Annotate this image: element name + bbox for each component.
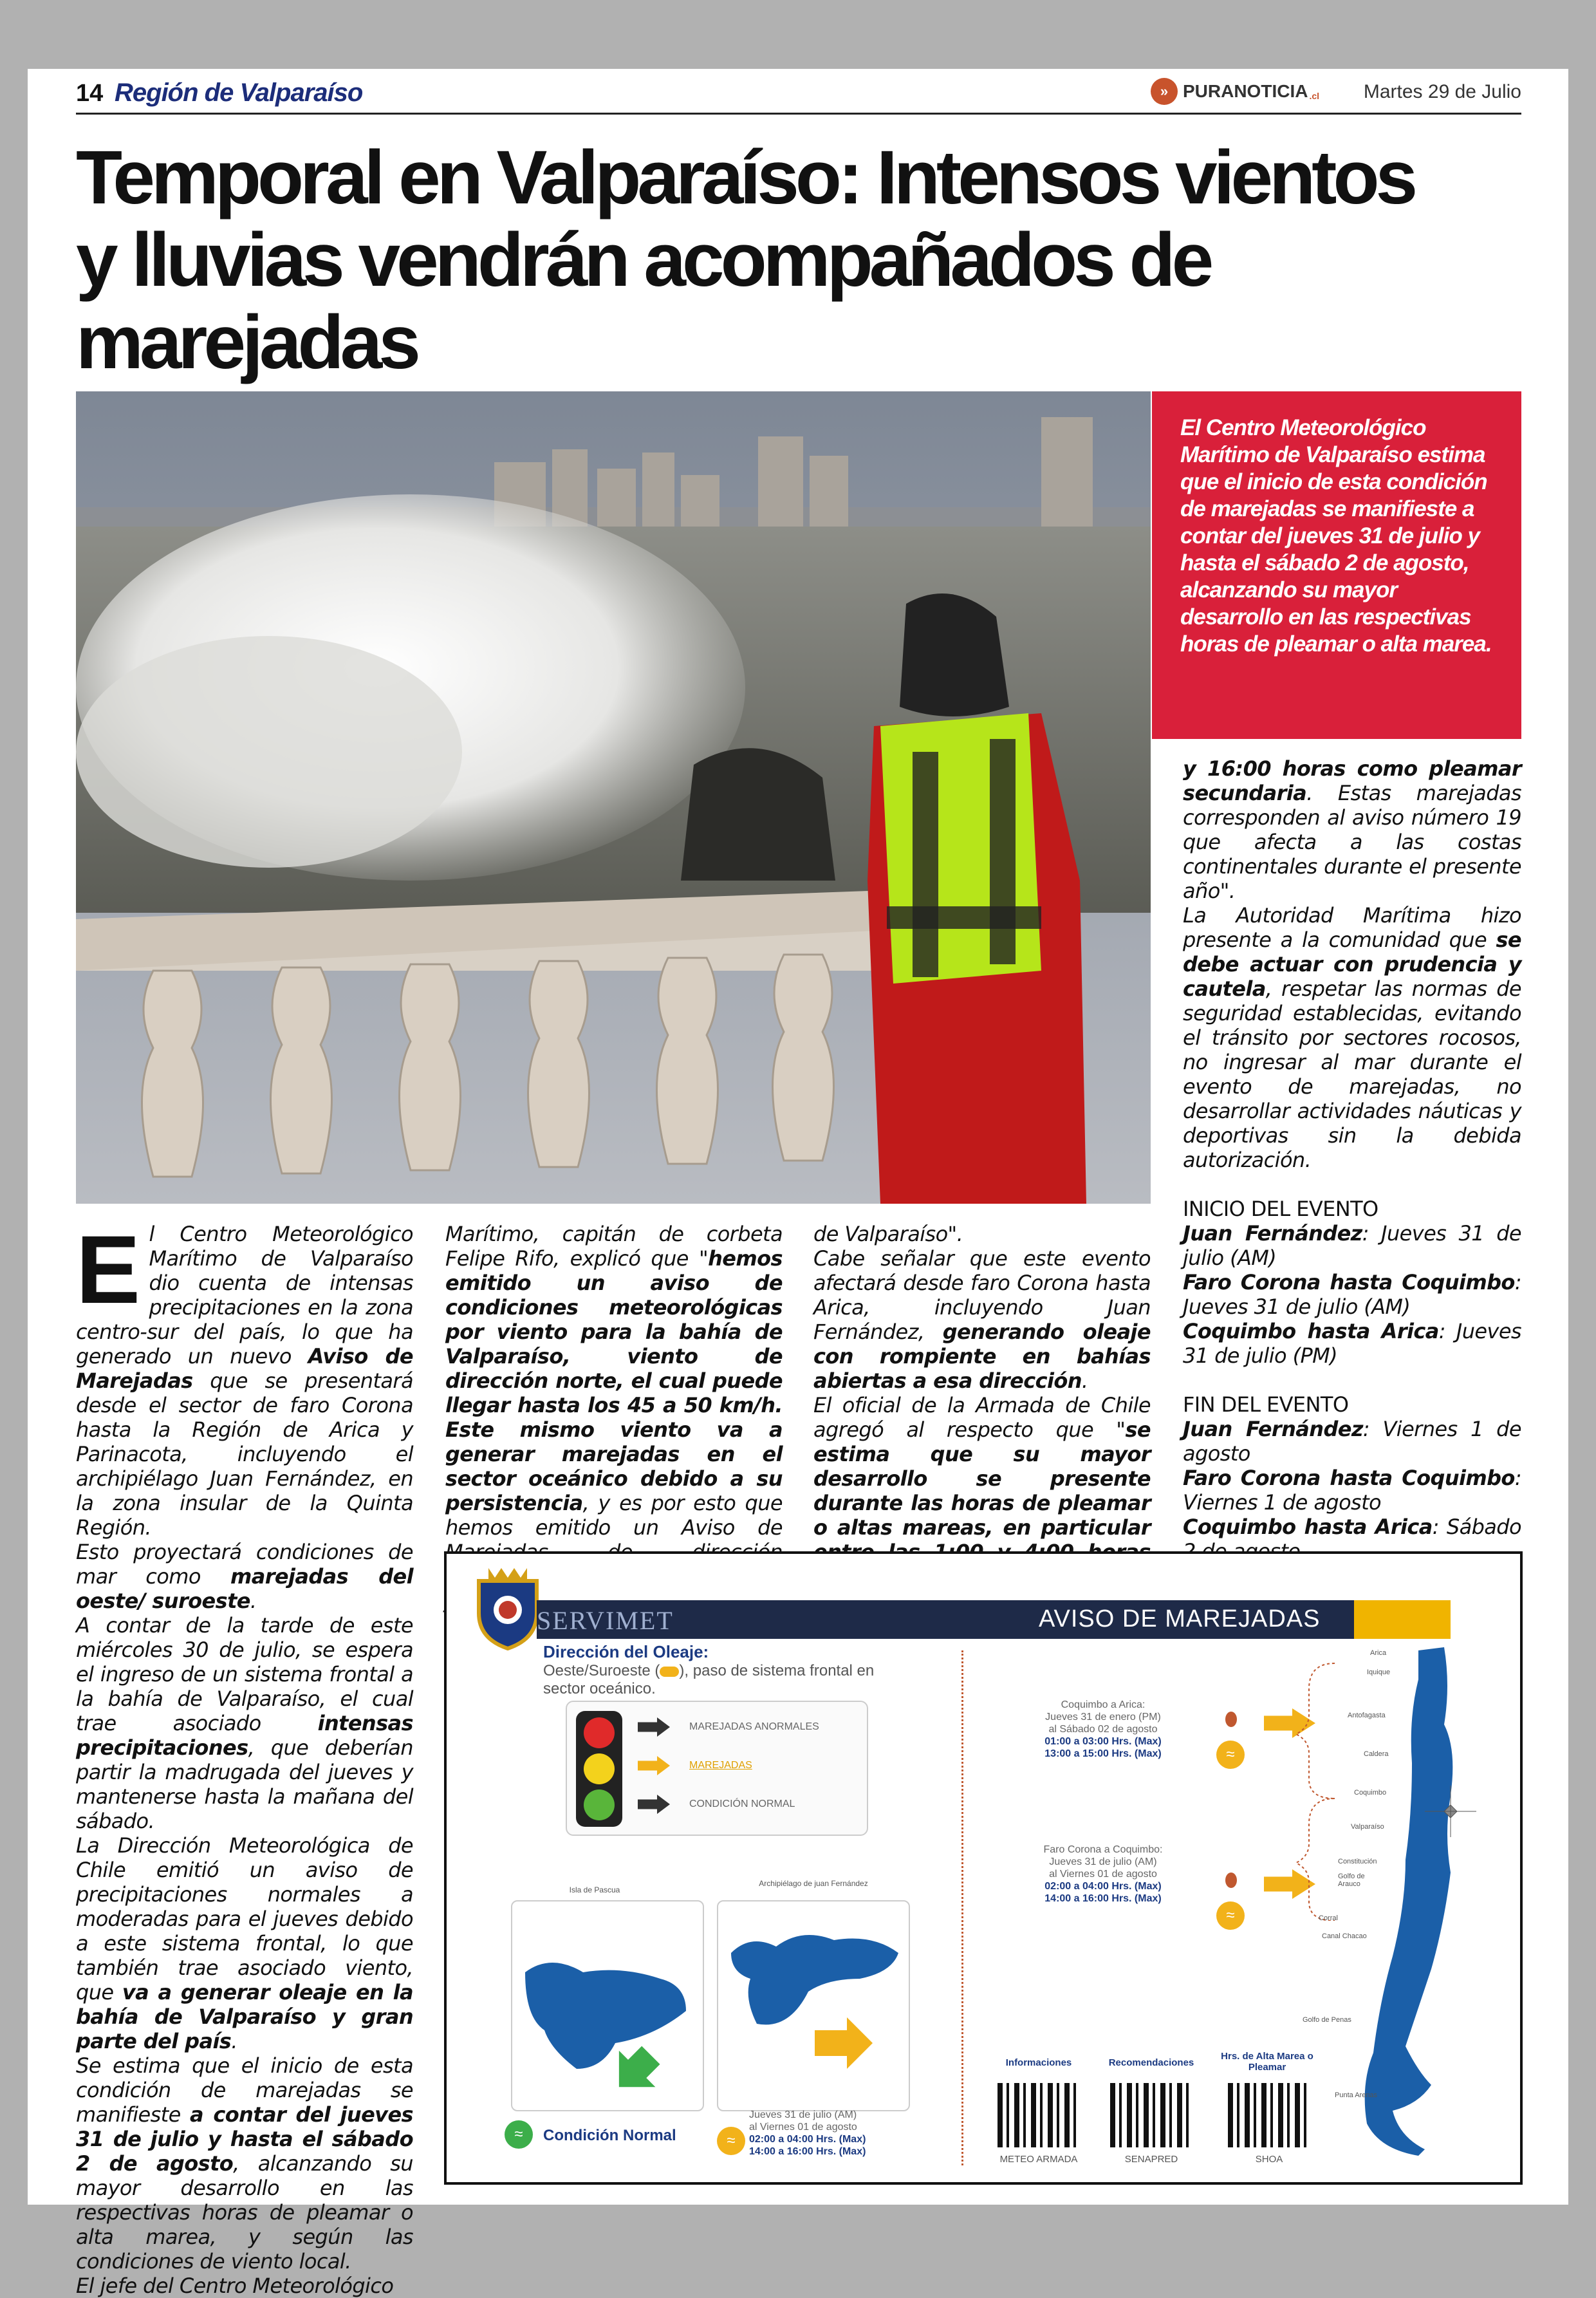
normal-condition-label: Condición Normal [543, 2127, 676, 2144]
armada-shield-icon [472, 1562, 543, 1652]
event-end-title: FIN DEL EVENTO [1183, 1392, 1349, 1417]
paragraph: de Valparaíso". [813, 1222, 963, 1246]
banner-title: AVISO DE MAREJADAS [1039, 1605, 1321, 1632]
marejadas-infographic [444, 1551, 1523, 2185]
paragraph: El jefe del Centro Meteorológico [76, 2274, 394, 2298]
paragraph: y 16:00 horas como pleamar secundaria. Estas marejadas corresponden al aviso número 19 que afecta a las costas continentales durante el presente año". [1183, 756, 1521, 903]
city-label: Arica [1370, 1649, 1387, 1657]
traffic-light-legend: MAREJADAS ANORMALES MAREJADAS CONDICIÓN NORMAL [566, 1701, 868, 1836]
qr-title: Recomendaciones [1108, 2057, 1194, 2068]
city-label: Punta Arenas [1335, 2091, 1378, 2099]
paragraph: Esto proyectará condiciones de mar como marejadas del oeste/ suroeste. [76, 1540, 413, 1613]
wave-direction-title: Dirección del Oleaje: [543, 1642, 709, 1661]
qr-caption: SHOA [1255, 2154, 1283, 2165]
banner-accent [1354, 1600, 1451, 1639]
logo-text: PURANOTICIA [1183, 81, 1308, 101]
event-item: Faro Corona hasta Coquimbo: Jueves 31 de julio (AM) [1183, 1270, 1521, 1319]
drop-cap: E [76, 1215, 140, 1323]
event-item: Faro Corona hasta Coquimbo: Viernes 1 de agosto [1183, 1466, 1521, 1515]
city-label: Valparaíso [1351, 1823, 1384, 1831]
city-label: Caldera [1364, 1750, 1389, 1758]
article-column-4 [1183, 756, 1521, 1564]
pull-quote: El Centro Meteorológico Marítimo de Valparaíso estima que el inicio de esta condición de marejadas se manifieste a contar del jueves 31 de julio y hasta el sábado 2 de agosto, alcanzando su mayor desarrollo en las respectivas horas de pleamar o alta marea. [1152, 391, 1521, 739]
paragraph: l Centro Meteorológico Marítimo de Valparaíso dio cuenta de intensas precipitaciones en la zona centro-sur del país, lo que ha generado un nuevo Aviso de Marejadas que se presentará desde el sector de faro Corona hasta la Región de Arica y Parinacota, incluyendo el archipiélago Juan Fernández, en la zona insular de la Quinta Región. [76, 1222, 413, 1540]
wave-yellow-icon: ≈ [1216, 1901, 1245, 1930]
coquimbo-arica-schedule: Coquimbo a Arica: Jueves 31 de enero (PM) al Sábado 02 de agosto 01:00 a 03:00 Hrs. (Max) 13:00 a 15:00 Hrs. (Max) [1044, 1699, 1162, 1759]
wave-yellow-icon: ≈ [717, 2127, 745, 2155]
qr-caption: METEO ARMADA [999, 2154, 1078, 2165]
paragraph: Cabe señalar que este evento afectará desde faro Corona hasta Arica, incluyendo Juan Fernández, generando oleaje con rompiente en bahías abiertas a esa dirección. [813, 1246, 1151, 1393]
event-start-title: INICIO DEL EVENTO [1183, 1197, 1378, 1221]
logo-arrows-icon: » [1151, 78, 1178, 105]
yellow-arrow-icon [660, 1667, 679, 1677]
wave-direction: Dirección del Oleaje: Oeste/Suroeste ( ), paso de sistema frontal en sector oceánico. [543, 1642, 875, 1697]
section-title: Región de Valparaíso [115, 79, 363, 107]
juan-fernandez-schedule: Jueves 31 de julio (AM) al Viernes 01 de agosto 02:00 a 04:00 Hrs. (Max) 14:00 a 16:00 Hrs. (Max) [749, 2109, 866, 2157]
event-item: Coquimbo hasta Arica: Sábado [1183, 1515, 1521, 1539]
arrow-icon [638, 1756, 670, 1775]
map-label: Archipiélago de juan Fernández [759, 1879, 868, 1888]
red-dot-icon [1225, 1873, 1237, 1888]
event-item: Coquimbo hasta Arica: Jueves 31 de julio (PM) [1183, 1319, 1521, 1368]
isla-de-pascua-map [511, 1900, 704, 2111]
city-label: Iquique [1367, 1668, 1391, 1676]
storm-photo [76, 391, 1151, 1204]
headline: Temporal en Valparaíso: Intensos vientos y lluvias vendrán acompañados de marejadas [76, 135, 1415, 385]
qr-caption: SENAPRED [1124, 2154, 1178, 2165]
logo-suffix: .cl [1309, 91, 1320, 101]
paragraph: Marítimo, capitán de corbeta Felipe Rifo, explicó que "hemos emitido un aviso de condiciones meteorológicas por viento para la bahía de Valparaíso, viento de dirección norte, el cual puede llegar hasta los 45 a 50 km/h. Este mismo viento va a generar marejadas en el sector oceánico debido a su persistencia, y es por esto que hemos emitido un Aviso de [445, 1222, 783, 1540]
city-label: Corral [1319, 1914, 1338, 1922]
banner [537, 1600, 1451, 1639]
city-label: Canal Chacao [1322, 1932, 1367, 1940]
paragraph: Se estima que el inicio de esta condición de marejadas se manifieste a contar del jueves 31 de julio y hasta el sábado 2 de agosto, alcanzando su mayor desarrollo en las respectivas horas de pleamar o alta marea, y según las condiciones de viento local. [76, 2053, 413, 2274]
chile-map [1322, 1644, 1489, 2159]
traffic-light-icon [576, 1711, 622, 1827]
event-item: Juan Fernández: Viernes 1 de agosto [1183, 1417, 1521, 1466]
puranoticia-logo [1151, 76, 1319, 107]
paragraph: La Autoridad Marítima hizo presente a la comunidad que se debe actuar con prudencia y cautela, respetar las normas de seguridad establecidas, evitando el tránsito por sectores rocosos, no ingresar al mar durante el evento de marejadas, no desarrollar actividades náuticas y deportivas sin la debida autorización. [1183, 903, 1521, 1172]
servimet-brand: SERVIMET [537, 1606, 674, 1635]
arrow-icon [638, 1717, 670, 1737]
wave-yellow-icon: ≈ [1216, 1741, 1245, 1769]
article-column-1 [76, 1215, 413, 2298]
paragraph: A contar de la tarde de este miércoles 30 de julio, se espera el ingreso de un sistema frontal a la bahía de Valparaíso, el cual trae asociado intensas precipitaciones, que deberían partir la madrugada del jueves y mantenerse hasta la mañana del sábado. [76, 1613, 413, 1833]
qr-code-icon[interactable] [1110, 2083, 1192, 2147]
qr-code-icon[interactable] [1228, 2083, 1310, 2147]
issue-date: Martes 29 de Julio [1363, 81, 1521, 102]
divider [961, 1650, 963, 2165]
paragraph: La Dirección Meteorológica de Chile emitió un aviso de precipitaciones normales a moderadas para el jueves debido a este sistema frontal, lo que también trae asociado viento, que va a generar oleaje en la bahía de Valparaíso y gran parte del país. [76, 1833, 413, 2053]
qr-code-icon[interactable] [998, 2083, 1080, 2147]
map-label: Isla de Pascua [569, 1885, 620, 1894]
city-label: Coquimbo [1354, 1789, 1387, 1797]
juan-fernandez-map [717, 1900, 910, 2111]
qr-title: Hrs. de Alta Marea o Pleamar [1221, 2051, 1313, 2073]
wave-green-icon: ≈ [505, 2120, 533, 2149]
page-header [76, 76, 1521, 115]
faro-corona-coquimbo-schedule: Faro Corona a Coquimbo: Jueves 31 de julio (AM) al Viernes 01 de agosto 02:00 a 04:00 Hrs. (Max) 14:00 a 16:00 Hrs. (Max) [1043, 1844, 1163, 1904]
city-label: Golfo de Arauco [1338, 1873, 1365, 1888]
city-label: Antofagasta [1348, 1712, 1386, 1719]
arrow-icon [638, 1795, 670, 1814]
city-label: Constitución [1338, 1858, 1377, 1865]
page-number: 14 [76, 80, 104, 107]
paragraph: El oficial de la Armada de Chile agregó al respecto que "se estima que su mayor desarrollo se presente durante las horas de pleamar o altas mareas, en particular [813, 1393, 1151, 1540]
qr-title: Informaciones [1005, 2057, 1072, 2068]
red-dot-icon [1225, 1712, 1237, 1727]
event-item: Juan Fernández: Jueves 31 de julio (AM) [1183, 1221, 1521, 1270]
city-label: Golfo de Penas [1303, 2016, 1351, 2024]
